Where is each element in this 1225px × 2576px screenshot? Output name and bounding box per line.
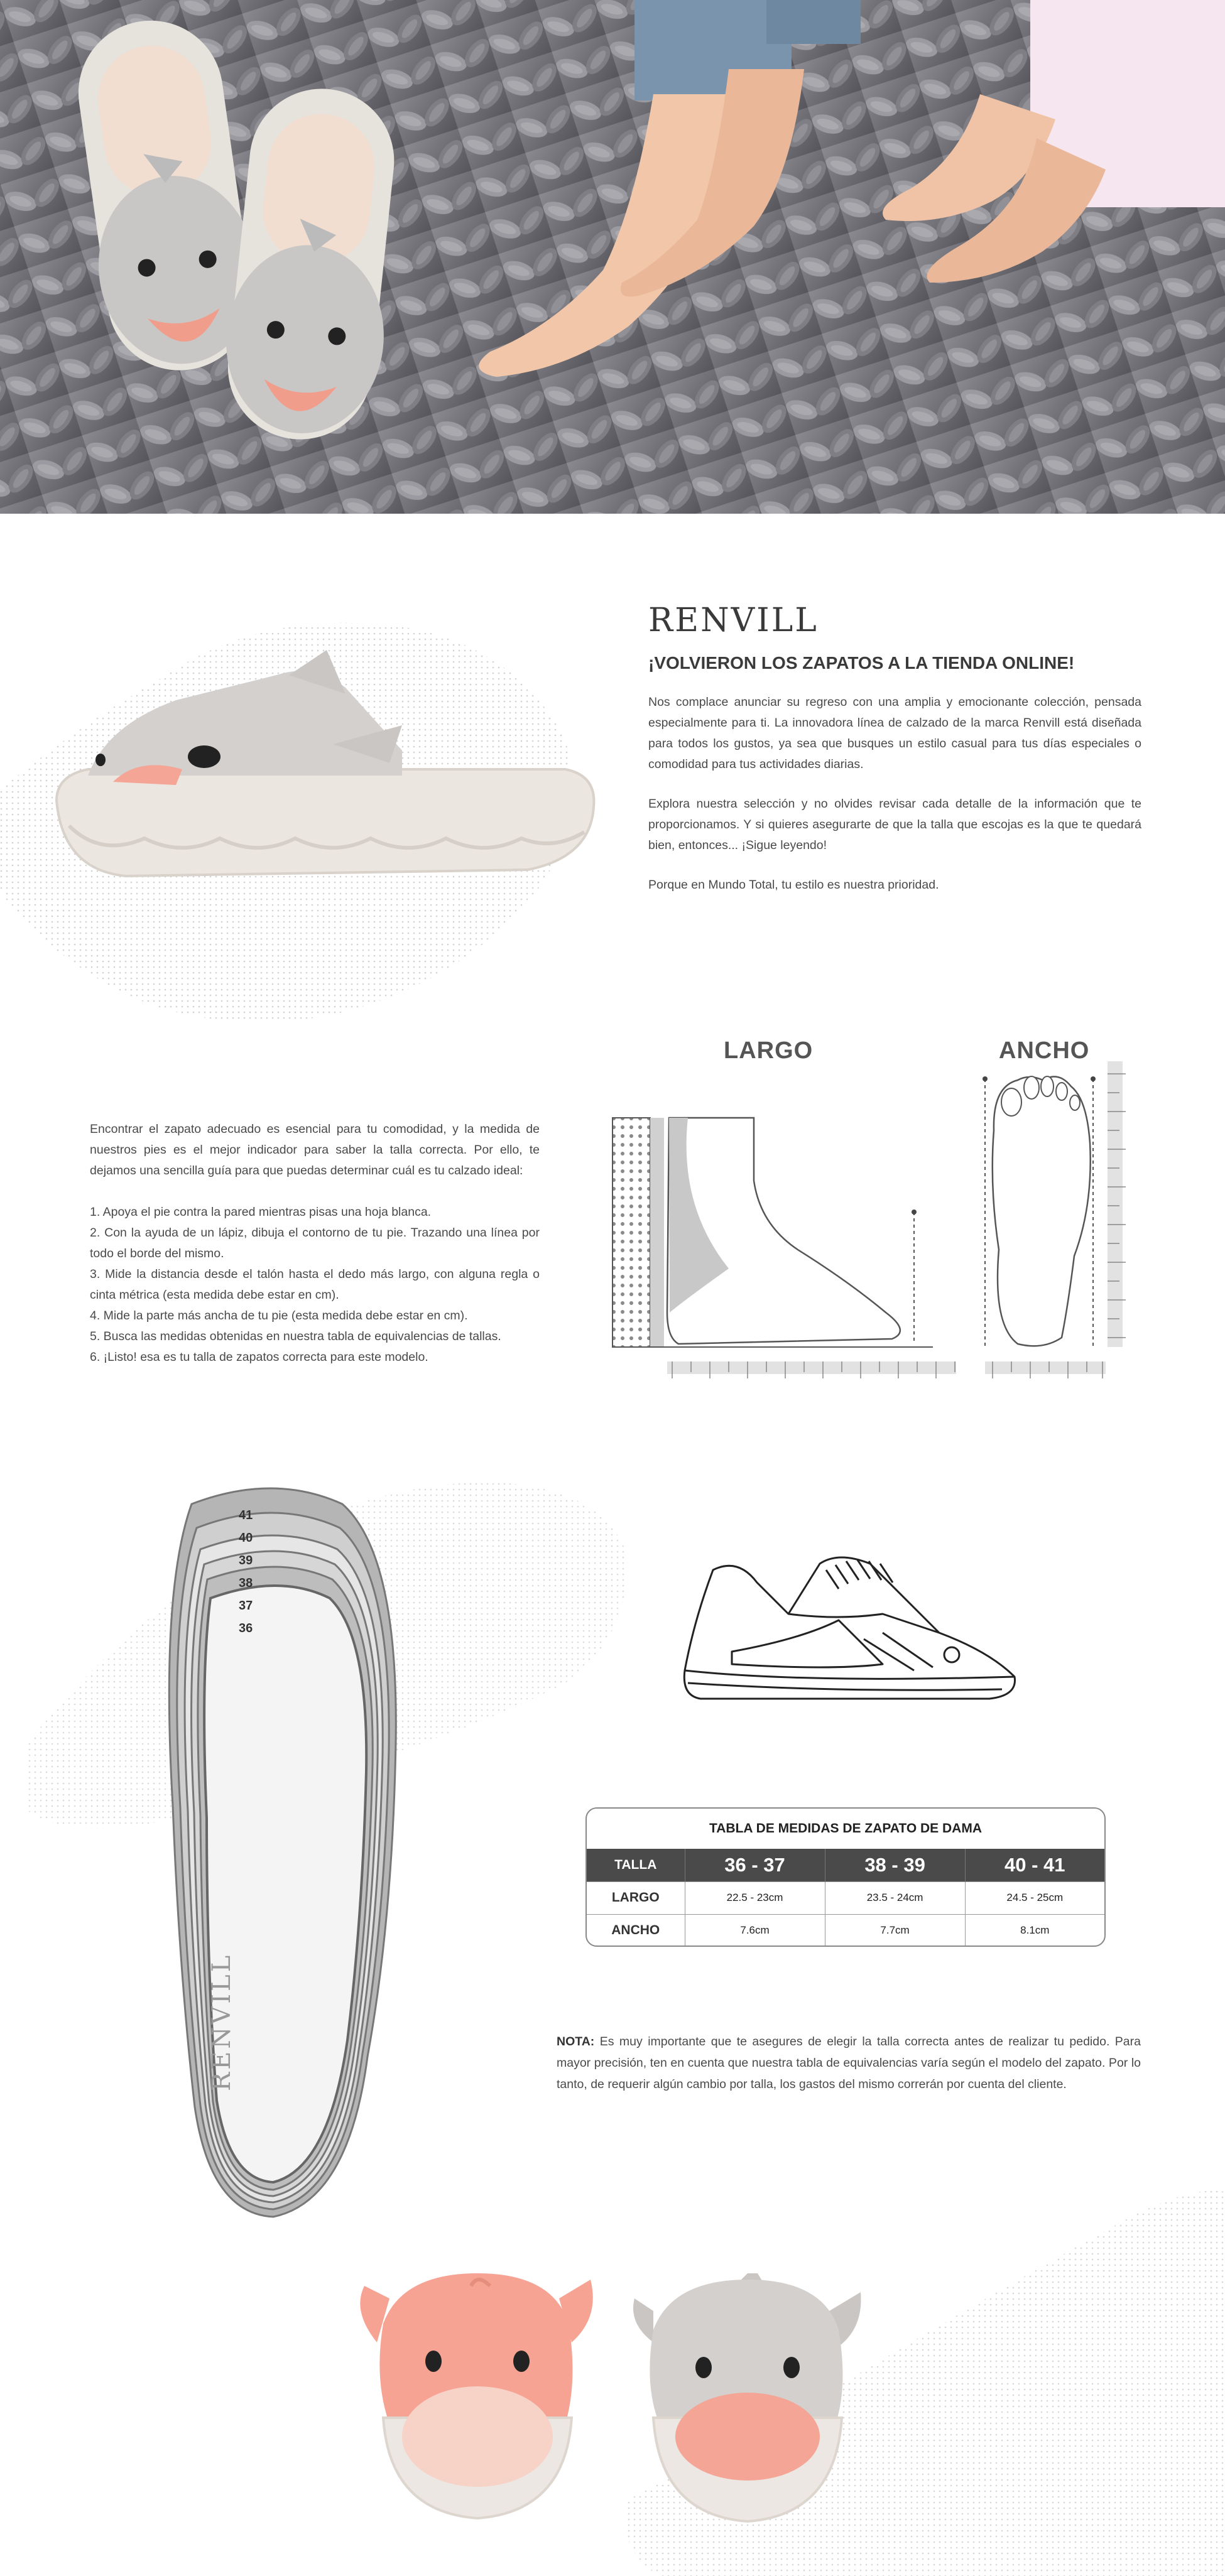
brand-logo: RENVILL [648, 602, 819, 639]
insole-size-labels [239, 1504, 253, 1640]
foot-measurement-diagram [609, 1061, 1150, 1400]
size-chart-grid [587, 1849, 1104, 1947]
intro-section [648, 602, 1141, 896]
table-cell: 23.5 - 24cm [825, 1881, 965, 1914]
insole-size: 37 [239, 1599, 253, 1613]
insole-brand: RENVILL [207, 1952, 236, 2091]
intro-paragraph-2: Explora nuestra selección y no olvides revisar cada detalle de la información que te proporcionamos. Y si quieres asegurarte de que la talla que escojas es la que te quedará bien, entonces... ¡Sigue leyendo! [648, 797, 1141, 852]
bottom-slipper-gray [628, 2273, 867, 2537]
size-chart-header-row [587, 1849, 1104, 1881]
insole-size: 41 [239, 1508, 253, 1522]
insole-size: 40 [239, 1531, 253, 1545]
insole-size: 38 [239, 1576, 253, 1590]
table-row [587, 1881, 1104, 1914]
size-chart-header-cell: 38 - 39 [825, 1849, 965, 1881]
intro-headline: ¡VOLVIERON LOS ZAPATOS A LA TIENDA ONLINE! [648, 653, 1075, 673]
label-ancho: ANCHO [999, 1037, 1090, 1064]
guide-step: 6. ¡Listo! esa es tu talla de zapatos correcta para este modelo. [90, 1350, 428, 1364]
size-chart-table [585, 1807, 1106, 1947]
intro-paragraph-1: Nos complace anunciar su regreso con una amplia y emocionante colección, pensada especialmente para ti. La innovadora línea de calzado de la marca Renvill está diseñada para todos los gustos, ya sea que busques un estilo casual para tus días especiales o comodidad para tus actividades diarias. [648, 695, 1141, 771]
guide-intro: Encontrar el zapato adecuado es esencial para tu comodidad, y la medida de nuestros pies es el mejor indicador para saber la talla correcta. Por ello, te dejamos una sencilla guía para que puedas determinar cuál es tu calzado ideal: [90, 1122, 540, 1177]
size-chart-title: TABLA DE MEDIDAS DE ZAPATO DE DAMA [709, 1821, 982, 1836]
sneaker-line-illustration [675, 1545, 1021, 1708]
insole-size-diagram [135, 1479, 411, 2226]
label-largo: LARGO [724, 1037, 814, 1064]
table-cell: 8.1cm [965, 1914, 1104, 1947]
size-chart-header-cell: 40 - 41 [965, 1849, 1104, 1881]
guide-step: 4. Mide la parte más ancha de tu pie (esta medida debe estar en cm). [90, 1309, 468, 1323]
table-cell: 7.7cm [825, 1914, 965, 1947]
table-cell: 24.5 - 25cm [965, 1881, 1104, 1914]
size-guide-text [90, 1119, 540, 1368]
hero-banner-image [0, 0, 1225, 514]
guide-step: 5. Busca las medidas obtenidas en nuestra tabla de equivalencias de tallas. [90, 1329, 501, 1343]
intro-slipper-image [50, 650, 603, 895]
table-cell: 7.6cm [685, 1914, 825, 1947]
guide-step: 1. Apoya el pie contra la pared mientras pisas una hoja blanca. [90, 1205, 432, 1219]
row-label: ANCHO [587, 1914, 685, 1947]
table-cell: 22.5 - 23cm [685, 1881, 825, 1914]
guide-step: 3. Mide la distancia desde el talón hasta el dedo más largo, con alguna regla o cinta métrica (esta medida debe estar en cm). [90, 1267, 540, 1302]
intro-paragraph-3: Porque en Mundo Total, tu estilo es nuestra prioridad. [648, 878, 939, 892]
guide-step: 2. Con la ayuda de un lápiz, dibuja el contorno de tu pie. Trazando una línea por todo el borde del mismo. [90, 1226, 540, 1260]
size-chart-header-cell: TALLA [587, 1849, 685, 1881]
insole-size: 39 [239, 1554, 253, 1567]
note-label: NOTA: [557, 2035, 595, 2048]
size-chart-header-cell: 36 - 37 [685, 1849, 825, 1881]
bottom-slipper-pink [352, 2273, 603, 2537]
size-note [557, 2031, 1141, 2095]
row-label: LARGO [587, 1881, 685, 1914]
insole-size: 36 [239, 1621, 253, 1635]
table-row [587, 1914, 1104, 1947]
guide-steps-list [90, 1202, 540, 1368]
dotted-wave-background-3 [0, 2123, 1225, 2576]
note-text: Es muy importante que te asegures de elegir la talla correcta antes de realizar tu pedido. Para mayor precisión, ten en cuenta que nuestra tabla de equivalencias varía según el modelo del zapato. Por lo tanto, de requerir algún cambio por talla, los gastos del mismo correrán por cuenta del cliente. [557, 2035, 1141, 2091]
